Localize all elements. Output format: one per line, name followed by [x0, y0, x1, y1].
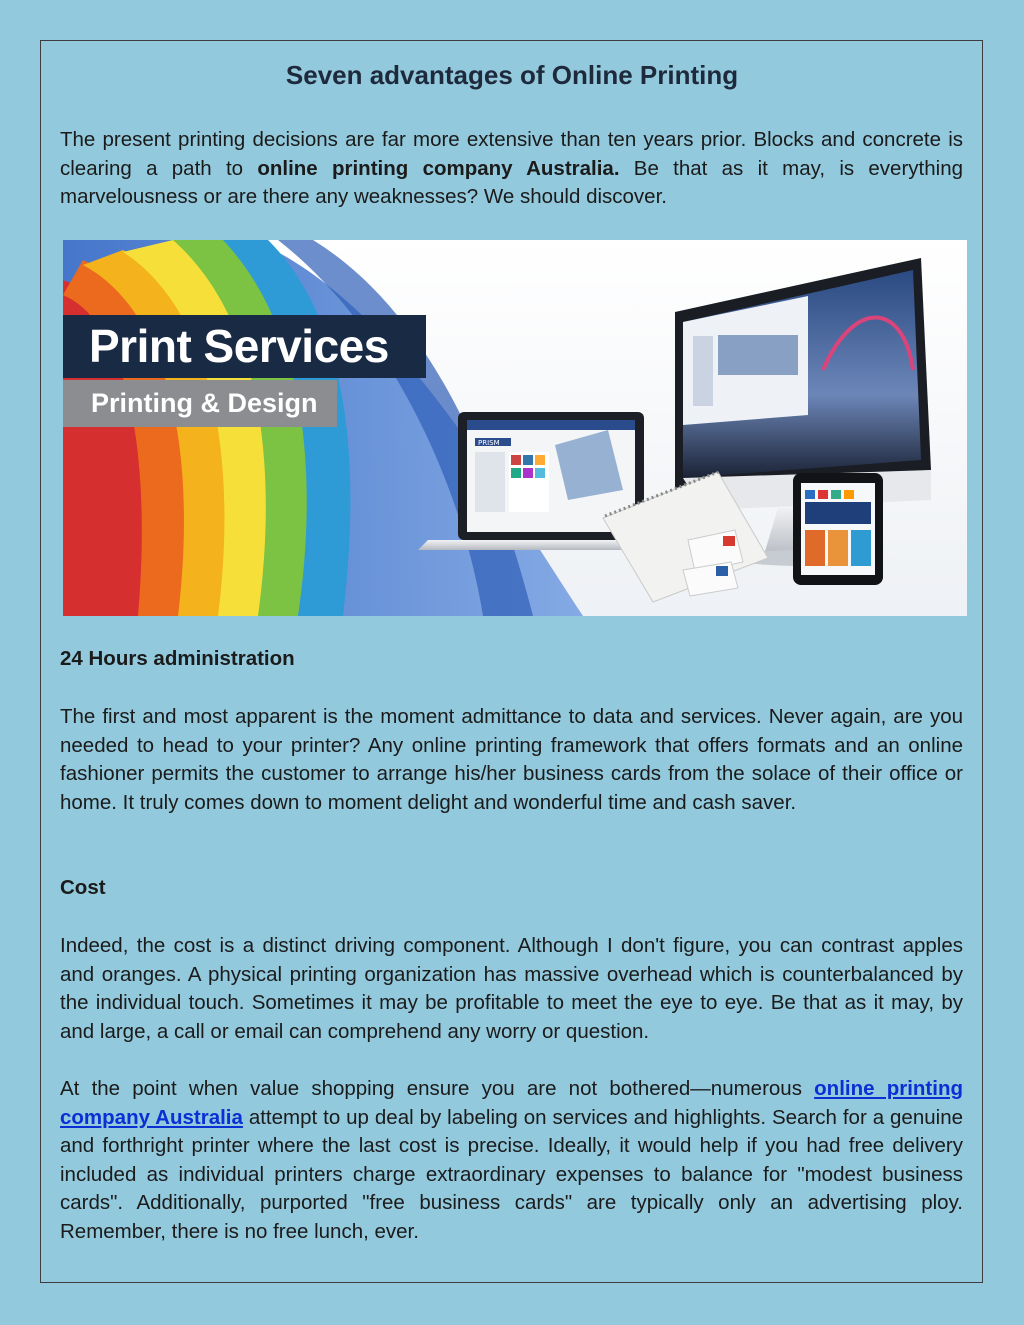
section-heading-cost: Cost [60, 876, 106, 899]
hero-image [63, 240, 967, 616]
section-paragraph-24-hours: The first and most apparent is the moment admittance to data and services. Never again, are you needed to head to your printer? Any online printing framework that offers formats and an online fashioner permits the customer to arrange his/her business cards from the solace of their office or home. It truly comes down to moment delight and wonderful time and cash saver. [60, 705, 963, 814]
hero-banner-title: Print Services [63, 315, 426, 378]
section-paragraph-cost: Indeed, the cost is a distinct driving component. Although I don't figure, you can contrast apples and oranges. A physical printing organization has massive overhead which is counterbalanced by the individual touch. Sometimes it may be profitable to meet the eye to eye. Be that as it may, by and large, a call or email can comprehend any worry or question. [60, 934, 963, 1043]
section-heading-24-hours: 24 Hours administration [60, 647, 295, 670]
hero-illustration [63, 240, 967, 616]
hero-banner-subtitle: Printing & Design [63, 380, 337, 427]
intro-bold-phrase: online printing company Australia. [257, 156, 620, 180]
intro-paragraph [60, 126, 963, 212]
intro-text-b: Be that as it may, is everything marvelousness or are there any weaknesses? We should discover. [60, 156, 963, 209]
page-title: Seven advantages of Online Printing [285, 60, 739, 90]
laptop-logo: PRISM [478, 439, 500, 447]
intro-text-a: The present printing decisions are far more extensive than ten years prior. Blocks and concrete is clearing a path to [60, 128, 963, 180]
shopping-text-a: At the point when value shopping ensure you are not bothered—numerous [60, 1077, 815, 1100]
online-printing-link[interactable]: online printing company Australia [60, 1077, 963, 1129]
shopping-text-b: attempt to up deal by labeling on services and highlights. Search for a genuine and forthright printer where the last cost is precise. Ideally, it would help if you had free delivery included as individual printers charge extraordinary expenses to balance for "modest business cards". Additionally, purported "free business cards" are typically only an advertising ploy. Remember, there is no free lunch, ever. [60, 1105, 963, 1243]
section-paragraph-shopping [60, 1075, 963, 1247]
